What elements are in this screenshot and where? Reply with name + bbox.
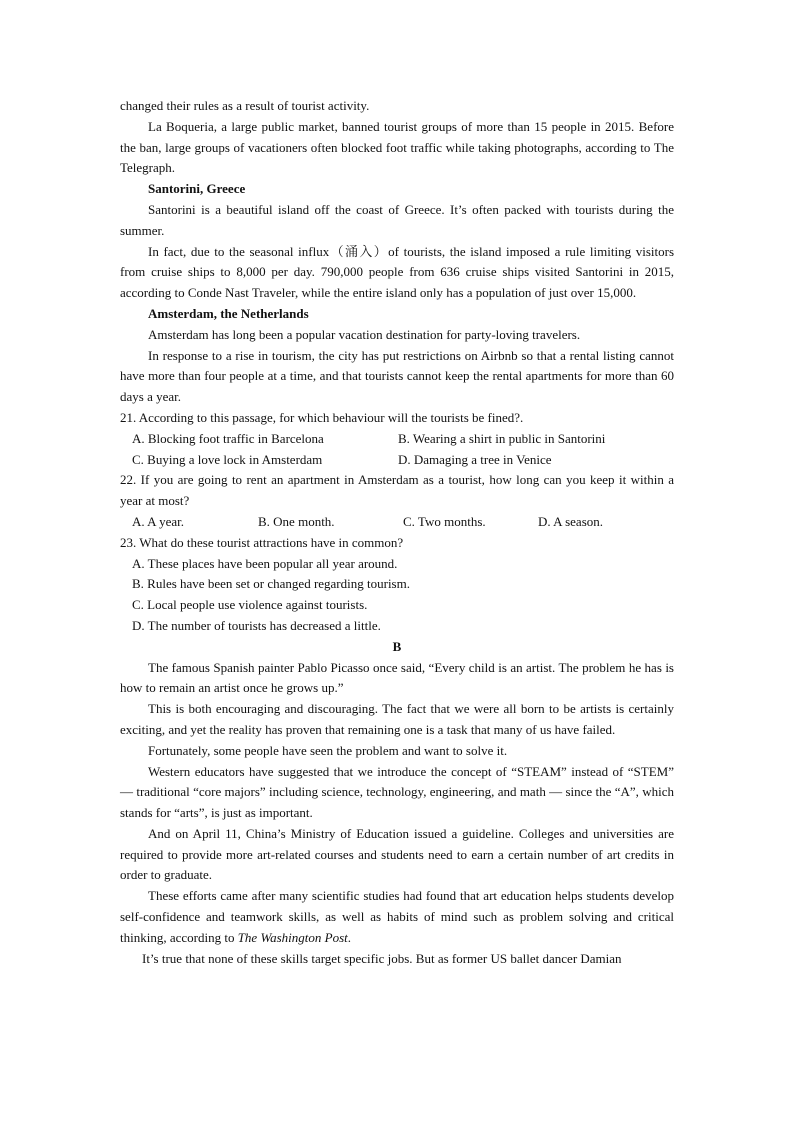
- document-page: [120, 96, 674, 969]
- question-23-option-a[interactable]: A. These places have been popular all year around.: [132, 555, 398, 571]
- paragraph-b-6-text: These efforts came after many scientific studies had found that art education helps students develop self-confidence and teamwork skills, as well as habits of mind such as problem solving and critical thinking, according to: [120, 888, 674, 945]
- question-21-option-d[interactable]: D. Damaging a tree in Venice: [398, 451, 552, 467]
- paragraph-santorini-2: In fact, due to the seasonal influx（涌入）of tourists, the island imposed a rule limiting visitors from cruise ships to 8,000 per day. 790,000 people from 636 cruise ships visited Santorini in 2015, according to Conde Nast Traveler, while the entire island only has a population of just over 15,000.: [120, 243, 674, 301]
- question-23-option-c[interactable]: C. Local people use violence against tourists.: [132, 597, 368, 613]
- paragraph-b-6: [120, 886, 674, 948]
- paragraph-b-4: Western educators have suggested that we introduce the concept of “STEAM” instead of “STEM” — traditional “core majors” including science, technology, engineering, and math — since the “A”, which stands for “arts”, is just as important.: [120, 763, 674, 821]
- question-22-option-b[interactable]: B. One month.: [258, 513, 335, 529]
- paragraph-amsterdam-1: Amsterdam has long been a popular vacation destination for party-loving travelers.: [148, 326, 581, 342]
- paragraph-boqueria: La Boqueria, a large public market, banned tourist groups of more than 15 people in 2015. Before the ban, large groups of vacationers often blocked foot traffic while taking photographs, according to The Telegraph.: [120, 118, 674, 176]
- question-22-option-c[interactable]: C. Two months.: [403, 513, 486, 529]
- question-21-option-a[interactable]: A. Blocking foot traffic in Barcelona: [132, 430, 324, 446]
- heading-amsterdam: Amsterdam, the Netherlands: [148, 305, 309, 321]
- source-title: The Washington Post: [237, 929, 348, 945]
- question-21-options: [120, 429, 674, 471]
- question-22-options: [120, 512, 674, 533]
- question-21-option-b[interactable]: B. Wearing a shirt in public in Santorini: [398, 430, 606, 446]
- paragraph-b-1: The famous Spanish painter Pablo Picasso once said, “Every child is an artist. The problem he has is how to remain an artist once he grows up.”: [120, 659, 674, 696]
- question-22-option-a[interactable]: A. A year.: [132, 513, 184, 529]
- question-22-stem: 22. If you are going to rent an apartment in Amsterdam as a tourist, how long can you keep it within a year at most?: [120, 472, 674, 509]
- paragraph-amsterdam-2: In response to a rise in tourism, the city has put restrictions on Airbnb so that a rental listing cannot have more than four people at a time, and that tourists cannot keep the rental apartments for more than 60 days a year.: [120, 347, 674, 405]
- section-b-title: B: [392, 638, 402, 654]
- paragraph-b-5: And on April 11, China’s Ministry of Education issued a guideline. Colleges and universities are required to provide more art-related courses and students need to earn a certain number of art credits in order to graduate.: [120, 825, 674, 883]
- question-22-option-d[interactable]: D. A season.: [538, 513, 603, 529]
- question-21-option-c[interactable]: C. Buying a love lock in Amsterdam: [132, 451, 323, 467]
- paragraph-b-6-end: .: [347, 929, 351, 945]
- question-21-stem: 21. According to this passage, for which behaviour will the tourists be fined?.: [120, 409, 524, 425]
- question-23-option-d[interactable]: D. The number of tourists has decreased a little.: [132, 617, 381, 633]
- question-23-stem: 23. What do these tourist attractions have in common?: [120, 534, 404, 550]
- paragraph-continuation: changed their rules as a result of tourist activity.: [120, 98, 370, 113]
- paragraph-b-3: Fortunately, some people have seen the problem and want to solve it.: [148, 742, 508, 758]
- question-23-option-b[interactable]: B. Rules have been set or changed regarding tourism.: [132, 576, 410, 592]
- paragraph-b-2: This is both encouraging and discouraging. The fact that we were all born to be artists is certainly exciting, and yet the reality has proven that remaining one is a task that many of us have failed.: [120, 701, 674, 737]
- heading-santorini: Santorini, Greece: [148, 181, 246, 197]
- paragraph-b-7: It’s true that none of these skills target specific jobs. But as former US ballet dancer Damian: [142, 950, 622, 966]
- paragraph-santorini-1: Santorini is a beautiful island off the coast of Greece. It’s often packed with tourists during the summer.: [120, 201, 674, 238]
